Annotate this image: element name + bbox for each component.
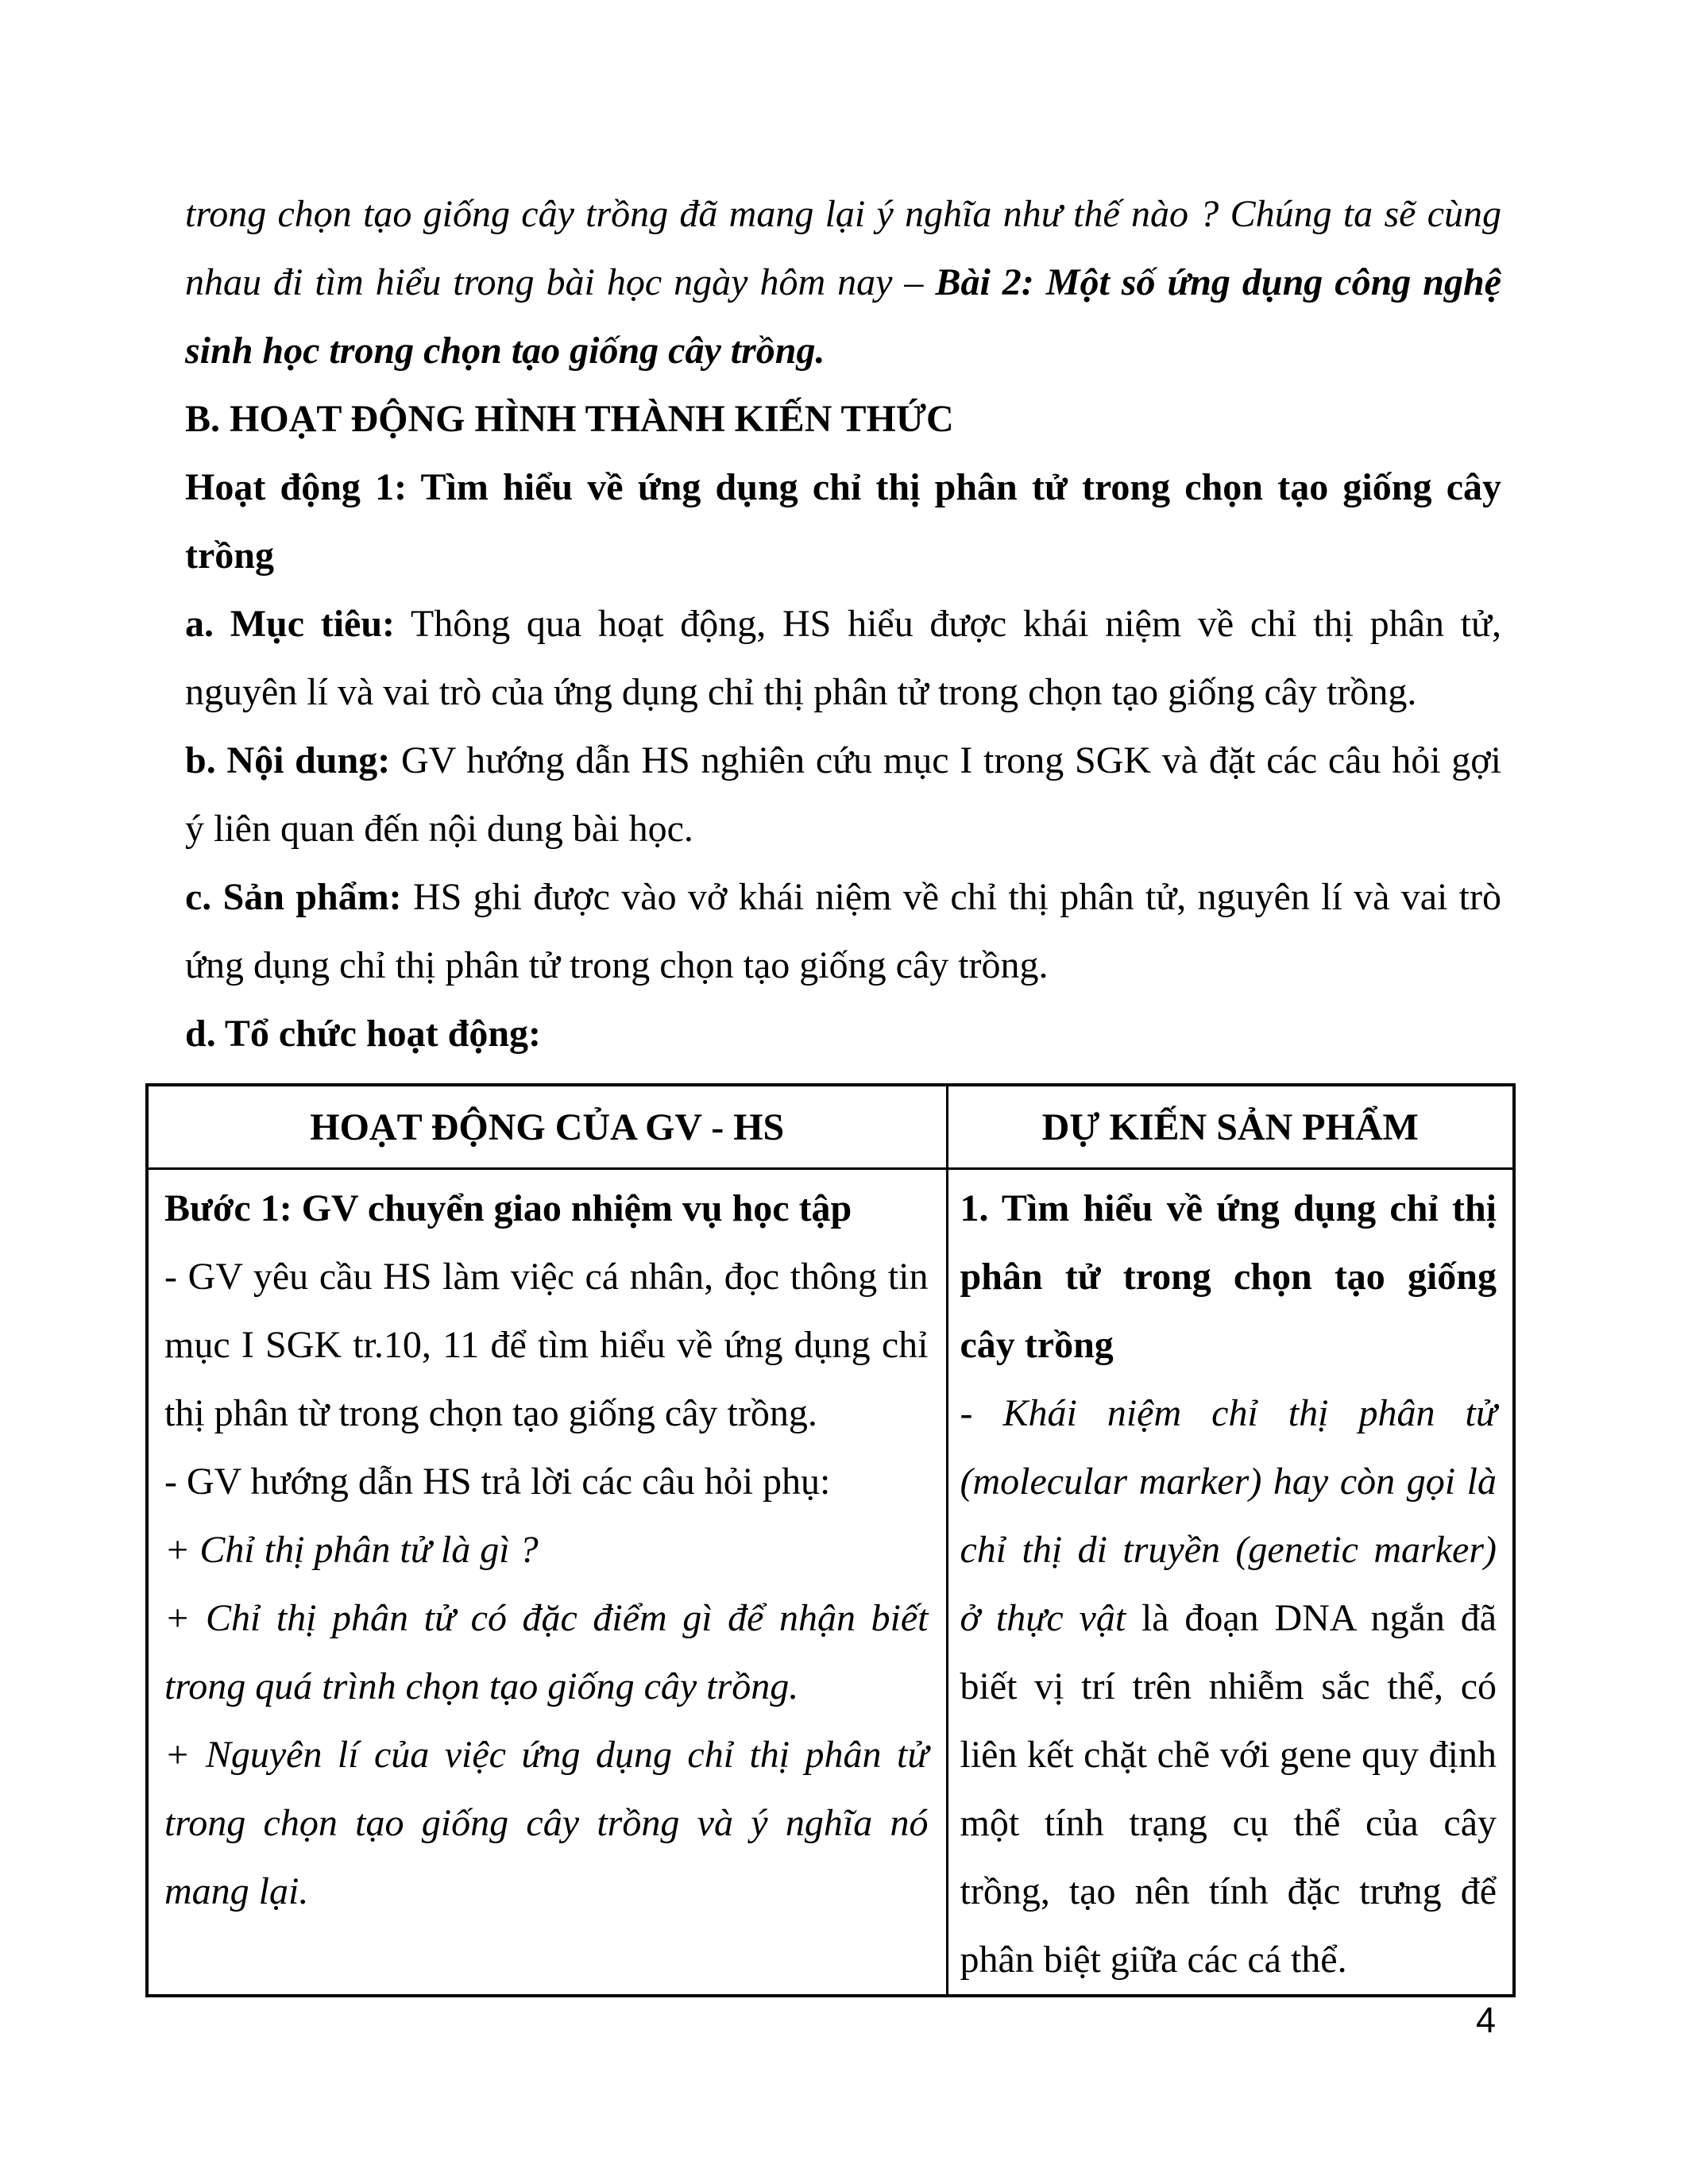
noi-dung-paragraph — [185, 727, 1501, 863]
question-1: + Chỉ thị phân tử là gì ? — [164, 1529, 539, 1571]
question-2: + Chỉ thị phân tử có đặc điểm gì để nhận biết trong quá trình chọn tạo giống cây trồng. — [164, 1597, 929, 1707]
to-chuc-heading: d. Tổ chức hoạt động: — [185, 1013, 542, 1055]
intro-italic-text: trong chọn tạo giống cây trồng đã mang lại ý nghĩa như thế nào ? Chúng ta sẽ cùng nhau đi tìm hiểu trong bài học ngày hôm nay – — [185, 193, 1501, 303]
question-3: + Nguyên lí của việc ứng dụng chỉ thị phân tử trong chọn tạo giống cây trồng và ý nghĩa nó mang lại. — [164, 1734, 929, 1912]
muc-tieu-text: Thông qua hoạt động, HS hiểu được khái niệm về chỉ thị phân tử, nguyên lí và vai trò của ứng dụng chỉ thị phân tử trong chọn tạo giống cây trồng. — [185, 603, 1502, 713]
header-cell-du-kien: DỰ KIẾN SẢN PHẨM — [947, 1085, 1514, 1169]
step1-heading: Bước 1: GV chuyển giao nhiệm vụ học tập — [164, 1187, 852, 1229]
san-pham-paragraph — [185, 863, 1501, 1000]
intro-section — [185, 180, 1501, 1068]
muc-tieu-paragraph — [185, 590, 1501, 727]
san-pham-text: HS ghi được vào vở khái niệm về chỉ thị phân tử, nguyên lí và vai trò ứng dụng chỉ thị phân tử trong chọn tạo giống cây trồng. — [185, 876, 1502, 986]
page-number: 4 — [1475, 2000, 1496, 2040]
san-pham-label: c. Sản phẩm: — [185, 876, 402, 918]
table-body-row — [147, 1169, 1514, 1997]
intro-paragraph — [185, 180, 1501, 385]
concept-paragraph — [960, 1379, 1497, 1994]
activity-table — [145, 1083, 1516, 1997]
noi-dung-label: b. Nội dung: — [185, 739, 391, 781]
concept-regular-span: là đoạn DNA ngắn đã biết vị trí trên nhiễm sắc thể, có liên kết chặt chẽ với gene quy định một tính trạng cụ thể của cây trồng, tạo nên tính đặc trưng để phân biệt giữa các cá thể. — [960, 1597, 1497, 1981]
table-header-row — [147, 1085, 1514, 1169]
concept-italic-span: - Khái niệm chỉ thị phân tử (molecular marker) hay còn gọi là chỉ thị di truyền (genetic marker) ở thực vật — [960, 1392, 1497, 1639]
header-cell-gv-hs: HOẠT ĐỘNG CỦA GV - HS — [147, 1085, 947, 1169]
section-b-heading: B. HOẠT ĐỘNG HÌNH THÀNH KIẾN THỨC — [185, 398, 954, 440]
lesson-title-bold-italic: Bài 2: Một số ứng dụng công nghệ sinh học trong chọn tạo giống cây trồng. — [185, 261, 1501, 372]
noi-dung-text: GV hướng dẫn HS nghiên cứu mục I trong SGK và đặt các câu hỏi gợi ý liên quan đến nội dung bài học. — [185, 739, 1502, 850]
gv-hs-cell — [147, 1169, 947, 1997]
muc-tieu-label: a. Mục tiêu: — [185, 603, 396, 645]
activity1-heading: Hoạt động 1: Tìm hiểu về ứng dụng chỉ thị phân tử trong chọn tạo giống cây trồng — [185, 466, 1501, 577]
du-kien-cell — [947, 1169, 1514, 1997]
task-item-2: - GV hướng dẫn HS trả lời các câu hỏi phụ: — [164, 1461, 831, 1503]
task-item-1: - GV yêu cầu HS làm việc cá nhân, đọc thông tin mục I SGK tr.10, 11 để tìm hiểu về ứng dụng chỉ thị phân từ trong chọn tạo giống cây trồng. — [164, 1256, 929, 1434]
section1-heading: 1. Tìm hiểu về ứng dụng chỉ thị phân tử trong chọn tạo giống cây trồng — [960, 1187, 1497, 1366]
